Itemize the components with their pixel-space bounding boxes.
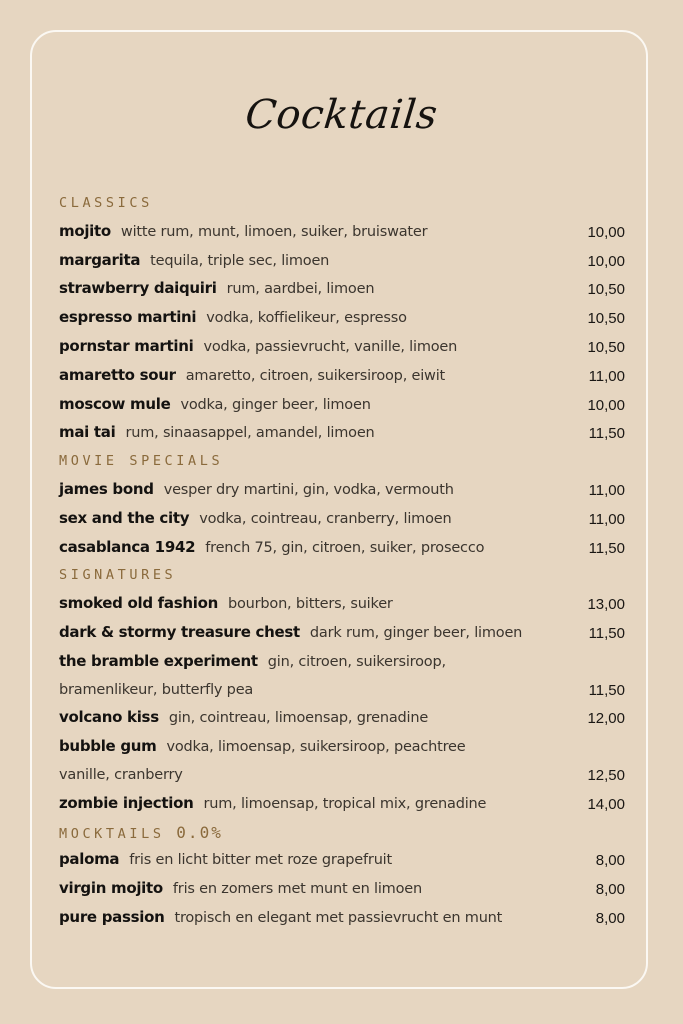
menu-item-name: amaretto sour (59, 365, 176, 384)
menu-title: Cocktails (243, 92, 440, 138)
menu-item-name: margarita (59, 250, 141, 269)
menu-item (59, 790, 625, 819)
menu-item-price: 12,50 (587, 766, 625, 784)
menu-item (59, 362, 625, 391)
section-header (59, 562, 625, 590)
menu-item (59, 419, 625, 448)
menu-item-description: rum, limoensap, tropical mix, grenadine (203, 795, 487, 812)
menu-item (59, 846, 625, 875)
menu-item-price: 10,00 (587, 223, 625, 241)
menu-item-description: rum, sinaasappel, amandel, limoen (125, 425, 375, 442)
menu-item (59, 590, 625, 619)
menu-item-description: amaretto, citroen, suikersiroop, eiwit (185, 367, 446, 384)
menu-item-price: 8,00 (595, 881, 625, 899)
menu-item (59, 304, 625, 333)
section-header-label: CLASSICS (59, 195, 153, 211)
menu-item-price: 8,00 (595, 909, 625, 927)
menu-item-name: the bramble experiment (59, 651, 258, 670)
menu-item-price: 10,50 (587, 310, 625, 328)
menu-item-price: 11,00 (588, 481, 625, 499)
menu-item-price: 11,50 (588, 425, 625, 443)
menu-item-description: vodka, cointreau, cranberry, limoen (199, 510, 452, 527)
menu-item-name: casablanca 1942 (59, 537, 196, 556)
menu-item-description-continued: vanille, cranberry (59, 766, 183, 783)
menu-item-name: pure passion (59, 907, 165, 926)
menu-item (59, 275, 625, 304)
menu-item-name: volcano kiss (59, 708, 159, 727)
menu-item-name: dark & stormy treasure chest (59, 622, 300, 641)
menu-item-price: 10,00 (587, 396, 625, 414)
menu-item-price: 14,00 (587, 795, 625, 813)
menu-item-price: 8,00 (595, 852, 625, 870)
section-header-label: MOCKTAILS (59, 825, 165, 842)
menu-item (59, 648, 625, 705)
menu-item-price: 12,00 (587, 710, 625, 728)
menu-item (59, 247, 625, 276)
menu-item-name: strawberry daiquiri (59, 279, 217, 298)
menu-item-description: vodka, ginger beer, limoen (180, 396, 371, 413)
menu-item-description: rum, aardbei, limoen (226, 281, 375, 298)
menu-item-description: french 75, gin, citroen, suiker, prosecco (205, 539, 485, 556)
section-header-label: SIGNATURES (59, 567, 177, 584)
menu-item (59, 619, 625, 648)
menu-item-name: bubble gum (59, 737, 157, 756)
menu-item (59, 218, 625, 247)
menu-item-description: fris en zomers met munt en limoen (172, 881, 422, 898)
menu-item-price: 10,00 (587, 252, 625, 270)
menu-item-name: smoked old fashion (59, 594, 218, 613)
menu-item (59, 704, 625, 733)
menu-item-description: gin, citroen, suikersiroop, (267, 653, 446, 670)
menu-item-name: mojito (59, 221, 111, 240)
menu-item (59, 391, 625, 420)
menu-item-price: 11,50 (588, 539, 625, 557)
menu-item-name: james bond (59, 479, 154, 498)
menu-item-description: vodka, koffielikeur, espresso (206, 310, 407, 327)
menu-item-name: mai tai (59, 423, 116, 442)
menu-item-price: 13,00 (587, 596, 625, 614)
menu-item-description: vesper dry martini, gin, vodka, vermouth (163, 481, 454, 498)
section-header (59, 819, 625, 847)
menu-item-description: vodka, limoensap, suikersiroop, peachtree (166, 739, 466, 756)
menu-item-description: bourbon, bitters, suiker (227, 596, 393, 613)
menu-item-description: vodka, passievrucht, vanille, limoen (203, 338, 458, 355)
menu-item-description: tequila, triple sec, limoen (150, 252, 330, 269)
menu-item (59, 476, 625, 505)
section-header-label: MOVIE SPECIALS (59, 453, 224, 470)
menu-item-price: 11,00 (588, 510, 625, 528)
menu-list (59, 190, 625, 933)
menu-item-description: witte rum, munt, limoen, suiker, bruiswater (120, 223, 428, 240)
menu-item (59, 875, 625, 904)
menu-item-name: zombie injection (59, 793, 194, 812)
menu-item-description: dark rum, ginger beer, limoen (309, 624, 523, 641)
menu-item-price: 11,00 (588, 367, 625, 385)
menu-item (59, 904, 625, 933)
menu-item-name: pornstar martini (59, 336, 194, 355)
menu-item-name: paloma (59, 850, 120, 869)
menu-item-price: 10,50 (587, 281, 625, 299)
section-header (59, 448, 625, 476)
menu-item-name: virgin mojito (59, 879, 163, 898)
menu-item-description: tropisch en elegant met passievrucht en munt (174, 909, 503, 926)
menu-item (59, 733, 625, 790)
menu-item-name: sex and the city (59, 508, 190, 527)
menu-item (59, 534, 625, 563)
menu-item-price: 11,50 (588, 681, 625, 699)
menu-item-name: moscow mule (59, 394, 171, 413)
menu-item-description: gin, cointreau, limoensap, grenadine (168, 710, 429, 727)
menu-item-price: 11,50 (588, 624, 625, 642)
section-header (59, 190, 625, 218)
menu-item-name: espresso martini (59, 308, 197, 327)
section-header-suffix: 0.0% (176, 822, 223, 842)
menu-item (59, 505, 625, 534)
menu-item-description: fris en licht bitter met roze grapefruit (129, 852, 392, 869)
menu-item (59, 333, 625, 362)
menu-item-description-continued: bramenlikeur, butterfly pea (59, 681, 254, 698)
menu-item-price: 10,50 (587, 338, 625, 356)
